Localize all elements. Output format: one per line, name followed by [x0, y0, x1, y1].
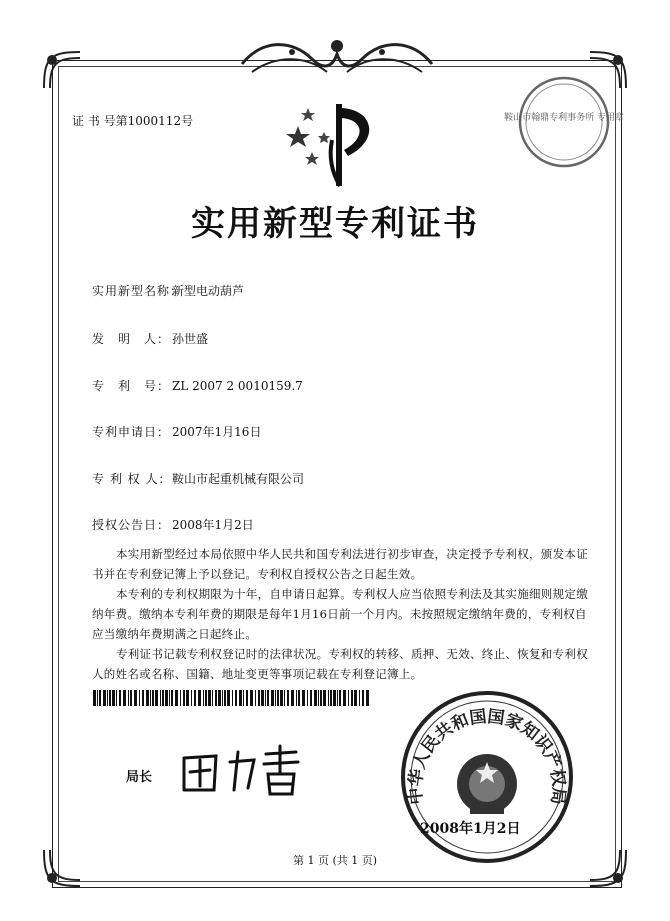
field-key: 专利申请日： — [92, 425, 171, 439]
field-inventor — [92, 330, 208, 347]
field-grant-date — [92, 516, 254, 533]
certificate-number: 证 书 号第1000112号 — [72, 114, 194, 128]
field-key: 授权公告日： — [92, 518, 171, 532]
paragraph-legal-status: 专利证书记载专利权登记时的法律状况。专利权的转移、质押、无效、终止、恢复和专利权人的姓名或名称、国籍、地址变更等事项记载在专利登记簿上。 — [92, 647, 588, 681]
paragraph-term: 本专利的专利权期限为十年，自申请日起算。专利权人应当依照专利法及其实施细则规定缴纳年费。缴纳本专利年费的期限是每年1月16日前一个月内。未按照规定缴纳年费的，专利权自应当缴纳年费期满之日起终止。 — [92, 587, 588, 641]
agency-seal-icon — [504, 72, 624, 172]
page-footer: 第 1 页 (共 1 页) — [292, 854, 378, 867]
field-application-date — [92, 423, 261, 440]
seal-date: 2008年1月2日 — [420, 821, 521, 837]
field-value: ZL 2007 2 0010159.7 — [172, 379, 303, 393]
certificate-title: 实用新型专利证书 — [191, 204, 479, 244]
top-ornament-icon — [232, 34, 442, 84]
field-key: 发 明 人： — [92, 332, 171, 346]
field-value: 新型电动葫芦 — [172, 284, 245, 298]
field-patent-number — [92, 377, 303, 394]
barcode-icon — [93, 690, 369, 706]
field-value: 孙世盛 — [172, 332, 209, 346]
field-value: 2008年1月2日 — [172, 518, 254, 532]
director-label: 局长 — [126, 770, 153, 785]
corner-ornament-icon — [40, 48, 84, 92]
field-utility-name — [92, 282, 244, 299]
field-key: 专 利 权 人： — [92, 472, 172, 486]
field-key: 专 利 号： — [92, 379, 171, 393]
svg-text:中华人民共和国国家知识产权局: 中华人民共和国国家知识产权局 — [405, 706, 569, 806]
svg-text:鞍山市翰鼎专利事务所 专用章: 鞍山市翰鼎专利事务所 专用章 — [504, 113, 624, 123]
field-value: 鞍山市起重机械有限公司 — [172, 472, 305, 486]
field-key: 实用新型名称： — [92, 284, 184, 298]
field-value: 2007年1月16日 — [172, 425, 262, 439]
official-seal-icon — [398, 688, 576, 866]
patent-office-logo-icon — [284, 100, 384, 190]
paragraph-grant: 本实用新型经过本局依照中华人民共和国专利法进行初步审查，决定授予专利权，颁发本证书并在专利登记簿上予以登记。专利权自授权公告之日起生效。 — [92, 547, 588, 581]
director-signature-icon — [176, 740, 306, 800]
field-patentee — [92, 470, 304, 487]
